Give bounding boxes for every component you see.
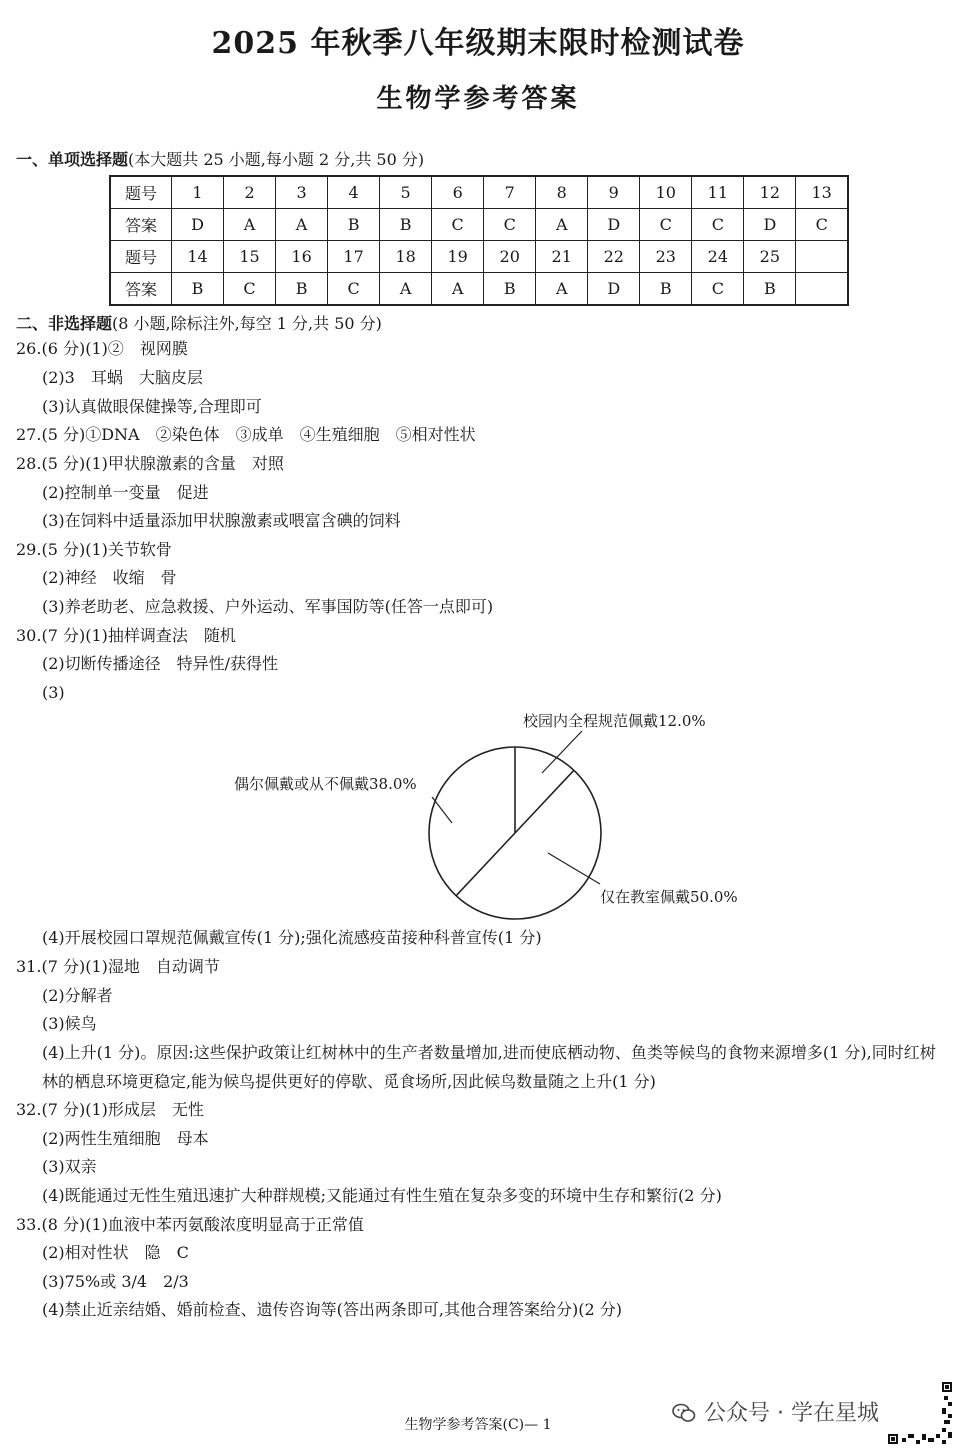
section-2-title: 二、非选择题 (16, 314, 113, 333)
table-cell: C (640, 209, 692, 241)
section-1-title: 一、单项选择题 (16, 150, 129, 169)
row-header: 题号 (110, 241, 172, 273)
table-cell: 6 (432, 176, 484, 209)
section-2-note: (8 小题,除标注外,每空 1 分,共 50 分) (112, 314, 382, 333)
section-1-note: (本大题共 25 小题,每小题 2 分,共 50 分) (128, 150, 425, 169)
leader-line-2 (432, 797, 452, 823)
table-cell: C (796, 209, 848, 241)
wechat-icon (672, 1403, 696, 1423)
table-cell: 10 (640, 176, 692, 209)
table-cell: 18 (380, 241, 432, 273)
table-cell: C (484, 209, 536, 241)
table-cell: A (432, 273, 484, 306)
table-cell: 22 (588, 241, 640, 273)
answer-line: (3)认真做眼保健操等,合理即可 (42, 397, 262, 416)
paper-title: 2025 年秋季八年级期末限时检测试卷 (211, 26, 745, 61)
answer-line: (3)候鸟 (42, 1014, 97, 1033)
table-cell: A (536, 273, 588, 306)
answer-line: 29.(5 分)(1)关节软骨 (16, 540, 172, 559)
answer-paragraph: (4)上升(1 分)。原因:这些保护政策让红树林中的生产者数量增加,进而使底栖动物、鱼类等候鸟的食物来源增多(1 分),同时红树林的栖息环境更稳定,能为候鸟提供更好的停歇、觅食场所,因此候鸟数量随之上升(1 分) (42, 1043, 936, 1091)
table-cell: 20 (484, 241, 536, 273)
row-header: 答案 (110, 209, 172, 241)
qr-code-icon (886, 1380, 954, 1446)
table-cell: 3 (276, 176, 328, 209)
table-cell: 21 (536, 241, 588, 273)
answer-line: (2)控制单一变量 促进 (42, 483, 209, 502)
table-cell: A (224, 209, 276, 241)
row-header: 题号 (110, 176, 172, 209)
table-cell: B (172, 273, 224, 306)
pie-label: 校园内全程规范佩戴12.0% (523, 712, 706, 730)
page-footer: 生物学参考答案(C)— 1 (404, 1417, 552, 1433)
table-cell: 8 (536, 176, 588, 209)
answer-line: (2)相对性状 隐 C (42, 1243, 189, 1262)
table-cell: B (328, 209, 380, 241)
table-cell: 9 (588, 176, 640, 209)
table-cell: C (224, 273, 276, 306)
table-cell: 19 (432, 241, 484, 273)
pie-slice-boundary (456, 833, 515, 896)
table-cell: D (588, 273, 640, 306)
table-cell: D (172, 209, 224, 241)
pie-label: 偶尔佩戴或从不佩戴38.0% (234, 775, 417, 793)
pie-slice-boundary (515, 770, 574, 833)
answer-line: (3)在饲料中适量添加甲状腺激素或喂富含碘的饲料 (42, 511, 401, 530)
answer-line: 26.(6 分)(1)② 视网膜 (16, 339, 188, 358)
table-cell: 25 (744, 241, 796, 273)
table-cell: B (484, 273, 536, 306)
table-cell: A (276, 209, 328, 241)
answer-line: 32.(7 分)(1)形成层 无性 (16, 1100, 204, 1119)
answer-line: (2)3 耳蜗 大脑皮层 (42, 368, 203, 387)
table-cell: A (536, 209, 588, 241)
leader-line-3 (548, 853, 600, 884)
table-cell: 15 (224, 241, 276, 273)
table-cell: 4 (328, 176, 380, 209)
table-cell: 17 (328, 241, 380, 273)
answer-line: (2)分解者 (42, 986, 113, 1005)
table-cell: 7 (484, 176, 536, 209)
table-cell: C (432, 209, 484, 241)
watermark-text: 公众号 · 学在星城 (704, 1401, 879, 1426)
table-cell: 2 (224, 176, 276, 209)
table-cell: D (744, 209, 796, 241)
table-cell: C (328, 273, 380, 306)
table-cell: C (692, 209, 744, 241)
table-cell: B (380, 209, 432, 241)
leader-line-1 (542, 731, 582, 773)
row-header: 答案 (110, 273, 172, 306)
paper-subtitle: 生物学参考答案 (376, 84, 580, 114)
answer-line: 31.(7 分)(1)湿地 自动调节 (16, 957, 220, 976)
watermark (672, 1396, 879, 1427)
answer-line: 30.(7 分)(1)抽样调查法 随机 (16, 626, 236, 645)
table-cell: A (380, 273, 432, 306)
answer-line: (3)养老助老、应急救援、户外运动、军事国防等(任答一点即可) (42, 597, 494, 616)
answer-line: 27.(5 分)①DNA ②染色体 ③成单 ④生殖细胞 ⑤相对性状 (16, 425, 476, 444)
answer-line: (3) (42, 683, 65, 702)
table-cell: 23 (640, 241, 692, 273)
table-cell: B (744, 273, 796, 306)
answer-line: (2)两性生殖细胞 母本 (42, 1129, 209, 1148)
table-cell: 13 (796, 176, 848, 209)
answer-line: (2)神经 收缩 骨 (42, 568, 177, 587)
table-cell: 12 (744, 176, 796, 209)
answer-line: (3)75%或 3/4 2/3 (42, 1272, 189, 1291)
table-cell: 5 (380, 176, 432, 209)
answer-line: (4)禁止近亲结婚、婚前检查、遗传咨询等(答出两条即可,其他合理答案给分)(2 分) (42, 1300, 622, 1319)
answer-line: (4)开展校园口罩规范佩戴宣传(1 分);强化流感疫苗接种科普宣传(1 分) (42, 928, 542, 947)
table-cell: 24 (692, 241, 744, 273)
table-cell: 14 (172, 241, 224, 273)
answer-line: (3)双亲 (42, 1157, 97, 1176)
table-cell: C (692, 273, 744, 306)
pie-label: 仅在教室佩戴50.0% (600, 888, 738, 906)
table-cell: 11 (692, 176, 744, 209)
table-cell: B (640, 273, 692, 306)
answer-line: (4)既能通过无性生殖迅速扩大种群规模;又能通过有性生殖在复杂多变的环境中生存和繁衍(2 分) (42, 1186, 722, 1205)
answer-line: (2)切断传播途径 特异性/获得性 (42, 654, 279, 673)
table-cell: D (588, 209, 640, 241)
table-cell: 1 (172, 176, 224, 209)
table-cell: 16 (276, 241, 328, 273)
table-cell: B (276, 273, 328, 306)
answer-line: 33.(8 分)(1)血液中苯丙氨酸浓度明显高于正常值 (16, 1215, 364, 1234)
answer-line: 28.(5 分)(1)甲状腺激素的含量 对照 (16, 454, 284, 473)
